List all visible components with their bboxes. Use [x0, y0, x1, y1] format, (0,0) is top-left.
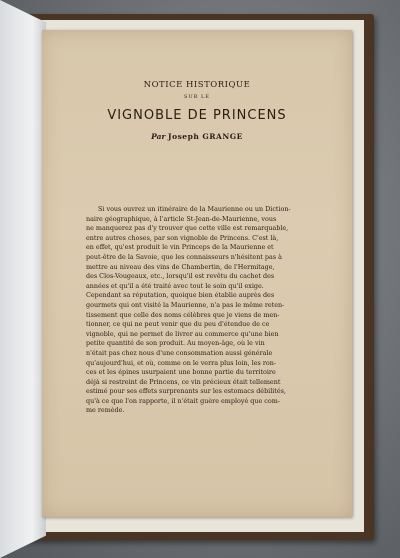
- text-line: mettre au niveau des vins de Chambertin, de l'Hermitage,: [86, 262, 275, 271]
- text-line: ces et les épines usurpaient une bonne partie du territoire: [86, 368, 276, 377]
- text-line: n'était pas chez nous d'une consommation aussi générale: [86, 348, 273, 357]
- printed-page: [42, 30, 352, 517]
- subheading: SUR LE: [184, 94, 210, 100]
- text-line: peut-être de la Savoie, que les connaisseurs n'hésitent pas à: [86, 252, 282, 261]
- text-line: qu'aujourd'hui, et où, comme on le verra plus loin, les ron-: [86, 358, 277, 367]
- title-block: [42, 80, 352, 142]
- heading: NOTICE HISTORIQUE: [143, 80, 251, 90]
- author-prefix: Par: [151, 132, 166, 141]
- flyleaf-page: [0, 0, 46, 558]
- author-name: Joseph GRANGE: [168, 132, 243, 141]
- text-line: en effet, qu'est produit le vin Princeps de la Maurienne et: [86, 243, 274, 252]
- text-line: entre autres choses, par son vignoble de Princens. C'est là,: [86, 233, 279, 242]
- text-line: gourmets qui ont visité la Maurienne, n'a pas le même reten-: [86, 300, 285, 309]
- text-line: années et qu'il a été traité avec tout le soin qu'il exige.: [86, 281, 264, 290]
- text-line: me remède.: [86, 406, 125, 415]
- body-text: [86, 205, 310, 416]
- text-line: estimé pour ses effets surprenants sur les estomacs débilités,: [86, 387, 286, 396]
- author-line: [42, 131, 352, 142]
- text-line: ne manquerez pas d'y trouver que cette ville est remarquable,: [86, 224, 289, 233]
- text-line: naire géographique, à l'article St-Jean-de-Maurienne, vous: [86, 214, 277, 223]
- text-line: Si vous ouvrez un itinéraire de la Maurienne ou un Diction-: [98, 205, 291, 213]
- text-line: vignoble, qui ne permet de livrer au commerce qu'une bien: [86, 329, 279, 338]
- text-line: petite quantité de son produit. Au moyen-âge, où le vin: [86, 339, 265, 348]
- text-line: tionner, ce qui ne peut venir que du peu d'étendue de ce: [86, 320, 270, 329]
- text-line: des Clos-Vougeaux, etc., lorsqu'il est revêtu du cachet des: [86, 272, 275, 281]
- text-line: tissement que celle des noms célèbres que je viens de men-: [86, 310, 280, 319]
- page-title: VIGNOBLE DE PRINCENS: [107, 108, 287, 123]
- text-line: qu'à ce que l'on rapporte, il n'était guère employé que com-: [86, 396, 280, 405]
- text-line: déjà si restreint de Princens, ce vin précieux était tellement: [86, 377, 281, 386]
- text-line: Cependant sa réputation, quoique bien établie auprès des: [86, 291, 275, 300]
